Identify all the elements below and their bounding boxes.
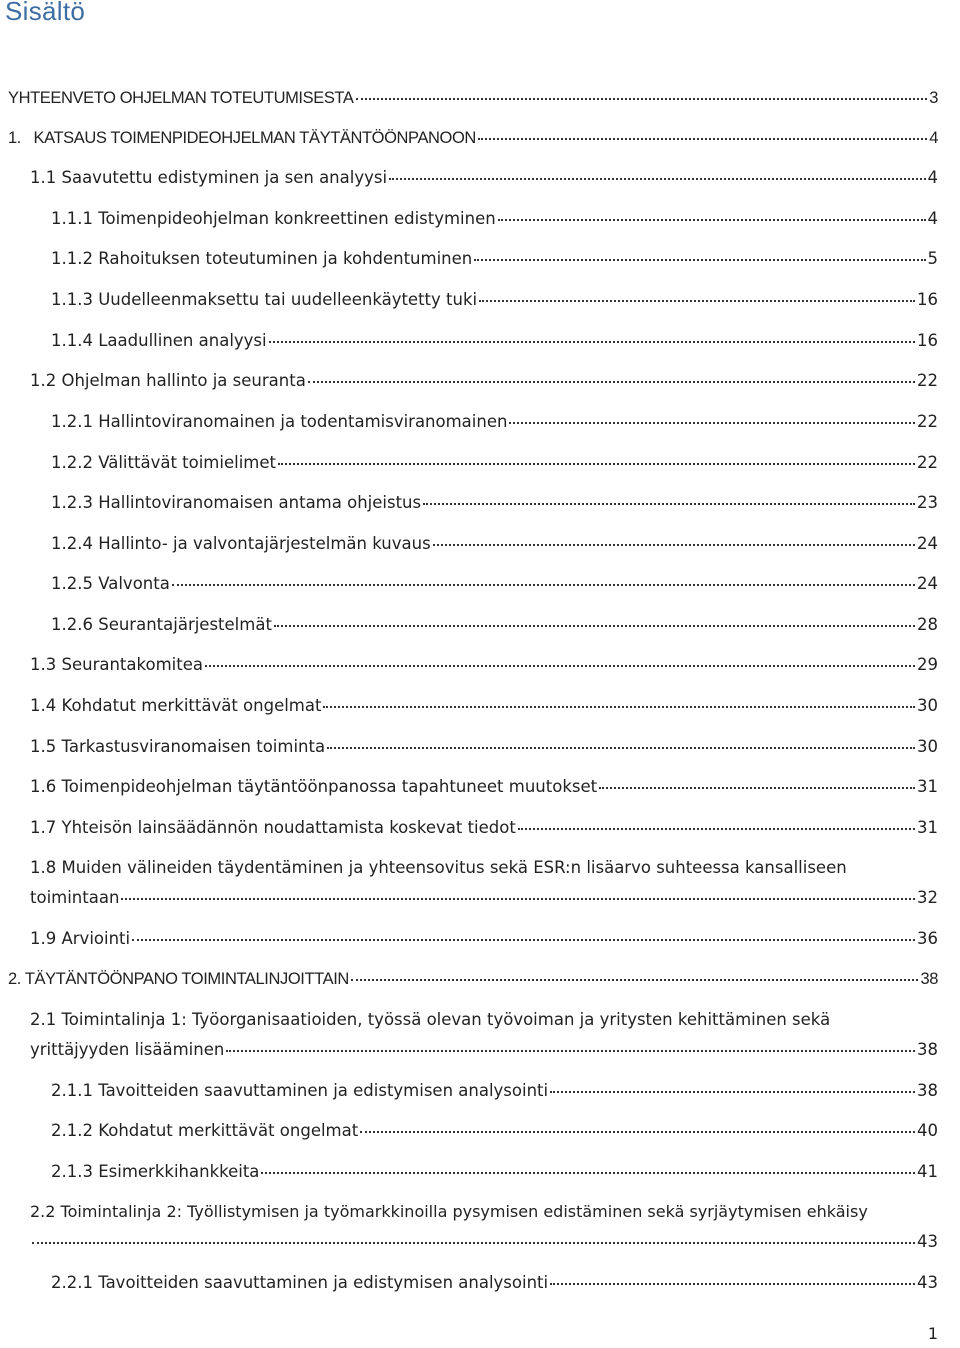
dot-leader bbox=[274, 624, 915, 627]
toc-entry-page: 31 bbox=[917, 818, 938, 837]
toc-entry-title: 2.2.1 Tavoitteiden saavuttaminen ja edistymisen analysointi bbox=[51, 1273, 549, 1292]
toc-entry[interactable] bbox=[51, 209, 938, 229]
toc-entry-page: 29 bbox=[917, 655, 938, 674]
dot-leader bbox=[172, 583, 915, 586]
toc-entry-line2 bbox=[30, 883, 938, 913]
toc-entry-title: 2.1 Toimintalinja 1: Työorganisaatioiden, työssä olevan työvoiman ja yritysten kehittäminen sekä bbox=[30, 1010, 831, 1029]
toc-entry[interactable] bbox=[30, 696, 938, 716]
dot-leader bbox=[205, 664, 915, 667]
toc-entry-title: 1.1.1 Toimenpideohjelman konkreettinen edistyminen bbox=[51, 209, 496, 228]
toc-entry[interactable] bbox=[51, 1273, 938, 1293]
toc-entry[interactable] bbox=[30, 853, 938, 913]
toc-entry-page: 4 bbox=[929, 129, 938, 147]
toc-entry-page: 43 bbox=[917, 1273, 938, 1292]
toc-entry[interactable] bbox=[51, 1081, 938, 1101]
dot-leader bbox=[351, 978, 919, 981]
toc-entry-title: 1.2.2 Välittävät toimielimet bbox=[51, 453, 276, 472]
toc-entry[interactable] bbox=[51, 615, 938, 635]
toc-entry-page: 28 bbox=[917, 615, 938, 634]
toc-entry[interactable] bbox=[51, 493, 938, 513]
toc-entry-line2 bbox=[30, 1035, 938, 1065]
toc-entry[interactable] bbox=[51, 534, 938, 554]
toc-entry-page: 4 bbox=[927, 168, 938, 187]
toc-entry-page: 36 bbox=[917, 929, 938, 948]
dot-leader bbox=[226, 1049, 915, 1052]
toc-entry-page: 23 bbox=[917, 493, 938, 512]
dot-leader bbox=[518, 827, 915, 830]
toc-entry[interactable] bbox=[30, 168, 938, 188]
toc-entry[interactable] bbox=[8, 128, 938, 148]
toc-entry[interactable] bbox=[30, 818, 938, 838]
toc-entry[interactable] bbox=[51, 574, 938, 594]
toc-entry-title: 1.1.2 Rahoituksen toteutuminen ja kohdentuminen bbox=[51, 249, 473, 268]
dot-leader bbox=[323, 705, 915, 708]
toc-entry-page: 22 bbox=[917, 371, 938, 390]
toc-entry-page: 31 bbox=[917, 777, 938, 796]
toc-entry-title: 2.1.3 Esimerkkihankkeita bbox=[51, 1162, 260, 1181]
toc-entry[interactable] bbox=[30, 1197, 938, 1257]
toc-entry[interactable] bbox=[51, 249, 938, 269]
toc-entry-title: 1.7 Yhteisön lainsäädännön noudattamista koskevat tiedot bbox=[30, 818, 516, 837]
toc-entry-title: YHTEENVETO OHJELMAN TOTEUTUMISESTA bbox=[8, 89, 354, 107]
toc-entry[interactable] bbox=[51, 412, 938, 432]
toc-entry-page: 43 bbox=[917, 1232, 938, 1251]
dot-leader bbox=[423, 502, 915, 505]
toc-entry[interactable] bbox=[30, 1005, 938, 1065]
toc-entry-page: 22 bbox=[917, 453, 938, 472]
toc-entry-title: 1.2.6 Seurantajärjestelmät bbox=[51, 615, 272, 634]
toc-entry[interactable] bbox=[51, 331, 938, 351]
dot-leader bbox=[550, 1282, 915, 1285]
dot-leader bbox=[478, 137, 927, 140]
page-number: 1 bbox=[927, 1324, 938, 1343]
toc-entry-title: 2. TÄYTÄNTÖÖNPANO TOIMINTALINJOITTAIN bbox=[8, 970, 349, 988]
toc-entry[interactable] bbox=[51, 1162, 938, 1182]
toc-entry-title-continued: yrittäjyyden lisääminen bbox=[30, 1040, 225, 1059]
toc-entry-title: 1.5 Tarkastusviranomaisen toiminta bbox=[30, 737, 326, 756]
dot-leader bbox=[550, 1090, 915, 1093]
toc-entry-title: 1.8 Muiden välineiden täydentäminen ja yhteensovitus sekä ESR:n lisäarvo suhteessa kansalliseen bbox=[30, 858, 847, 877]
toc-entry-page: 22 bbox=[917, 412, 938, 431]
dot-leader bbox=[261, 1171, 915, 1174]
toc-entry-title: 1. KATSAUS TOIMENPIDEOHJELMAN TÄYTÄNTÖÖNPANOON bbox=[8, 129, 476, 147]
toc-entry-title: 1.2.1 Hallintoviranomainen ja todentamisviranomainen bbox=[51, 412, 508, 431]
toc-entry-title: 2.1.1 Tavoitteiden saavuttaminen ja edistymisen analysointi bbox=[51, 1081, 549, 1100]
toc-entry-title: 1.1.3 Uudelleenmaksettu tai uudelleenkäytetty tuki bbox=[51, 290, 478, 309]
toc-entry-title: 2.1.2 Kohdatut merkittävät ongelmat bbox=[51, 1121, 359, 1140]
dot-leader bbox=[599, 786, 915, 789]
toc-entry-page: 30 bbox=[917, 737, 938, 756]
dot-leader bbox=[356, 97, 928, 100]
page-heading: Sisältö bbox=[5, 0, 86, 26]
toc-entry[interactable] bbox=[51, 1121, 938, 1141]
dot-leader bbox=[433, 543, 915, 546]
dot-leader bbox=[278, 462, 915, 465]
dot-leader bbox=[360, 1130, 915, 1133]
toc-entry-title: 1.9 Arviointi bbox=[30, 929, 131, 948]
dot-leader bbox=[479, 299, 915, 302]
dot-leader bbox=[269, 340, 915, 343]
toc-entry-line2 bbox=[30, 1227, 938, 1257]
toc-entry[interactable] bbox=[51, 453, 938, 473]
toc-entry-page: 38 bbox=[917, 1081, 938, 1100]
toc-entry-page: 24 bbox=[917, 534, 938, 553]
toc-entry-page: 32 bbox=[917, 888, 938, 907]
toc-entry-title: 1.2.3 Hallintoviranomaisen antama ohjeistus bbox=[51, 493, 422, 512]
toc-entry[interactable] bbox=[51, 290, 938, 310]
dot-leader bbox=[308, 380, 915, 383]
toc-entry-title: 1.2 Ohjelman hallinto ja seuranta bbox=[30, 371, 306, 390]
dot-leader bbox=[474, 258, 925, 261]
toc-entry[interactable] bbox=[30, 737, 938, 757]
toc-entry-page: 3 bbox=[929, 89, 938, 107]
toc-entry-title: 1.2.4 Hallinto- ja valvontajärjestelmän kuvaus bbox=[51, 534, 431, 553]
toc-entry[interactable] bbox=[30, 371, 938, 391]
toc-entry-title-continued: toimintaan bbox=[30, 888, 120, 907]
toc-entry-title: 1.2.5 Valvonta bbox=[51, 574, 170, 593]
toc-entry-title: 1.1 Saavutettu edistyminen ja sen analyysi bbox=[30, 168, 388, 187]
toc-entry-title: 2.2 Toimintalinja 2: Työllistymisen ja työmarkkinoilla pysymisen edistäminen sekä syrjäytymisen ehkäisy bbox=[30, 1202, 868, 1221]
toc-entry-page: 41 bbox=[917, 1162, 938, 1181]
dot-leader bbox=[389, 177, 925, 180]
toc-entry-title: 1.3 Seurantakomitea bbox=[30, 655, 203, 674]
toc-entry[interactable] bbox=[8, 88, 938, 108]
toc-entry-page: 30 bbox=[917, 696, 938, 715]
toc-entry-title: 1.4 Kohdatut merkittävät ongelmat bbox=[30, 696, 322, 715]
toc-entry[interactable] bbox=[30, 929, 938, 949]
toc-entry[interactable] bbox=[30, 777, 938, 797]
toc-entry-title: 1.6 Toimenpideohjelman täytäntöönpanossa tapahtuneet muutokset bbox=[30, 777, 598, 796]
toc-entry-page: 4 bbox=[927, 209, 938, 228]
toc-entry-page: 5 bbox=[927, 249, 938, 268]
toc-entry-page: 24 bbox=[917, 574, 938, 593]
toc-entry-page: 38 bbox=[917, 1040, 938, 1059]
toc-entry-page: 38 bbox=[920, 970, 938, 988]
dot-leader bbox=[327, 746, 915, 749]
toc-entry-page: 16 bbox=[917, 331, 938, 350]
dot-leader bbox=[121, 897, 915, 900]
toc-entry-title: 1.1.4 Laadullinen analyysi bbox=[51, 331, 267, 350]
dot-leader bbox=[32, 1241, 915, 1244]
toc-entry[interactable] bbox=[8, 969, 938, 989]
dot-leader bbox=[132, 938, 915, 941]
toc-entry-page: 16 bbox=[917, 290, 938, 309]
toc-entry-page: 40 bbox=[917, 1121, 938, 1140]
toc-entry[interactable] bbox=[30, 655, 938, 675]
dot-leader bbox=[509, 421, 915, 424]
dot-leader bbox=[498, 218, 926, 221]
